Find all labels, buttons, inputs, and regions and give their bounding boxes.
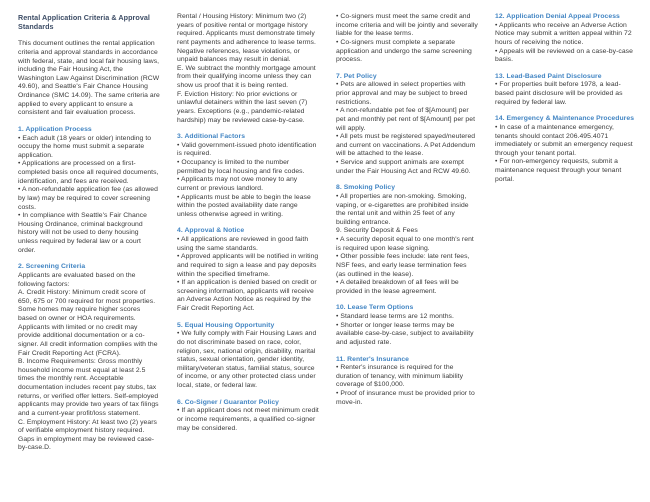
paragraph: • A security deposit equal to one month's rent is required upon lease signing. bbox=[336, 236, 474, 252]
paragraph: • Co-signers must complete a separate application and undergo the same screening process. bbox=[336, 38, 472, 64]
paragraph: C. Employment History: At least two (2) years of verifiable employment history required. Gaps in employment may be reviewed case-by-case.D. bbox=[18, 418, 157, 452]
paragraph: • Applications are processed on a first-completed basis once all required documents, identification, and fees are received. bbox=[18, 160, 159, 185]
document-column-4 bbox=[495, 13, 637, 184]
document-columns bbox=[18, 13, 637, 453]
paragraph: • If an application is denied based on credit or screening information, applicants will receive an Adverse Action Notice as required by the Fair Credit Reporting Act. bbox=[177, 279, 317, 312]
paragraph: • Proof of insurance must be provided prior to move-in. bbox=[336, 390, 475, 406]
section-heading: 11. Renter's Insurance bbox=[336, 355, 409, 363]
paragraph: • Valid government-issued photo identification is required. bbox=[177, 141, 317, 158]
section-heading: 1. Application Process bbox=[18, 125, 92, 133]
paragraph: B. Income Requirements: Gross monthly household income must equal at least 2.5 times the monthly rent. Acceptable documentation includes recent pay stubs, tax returns, or verified offer letters. Self-employed applicants may provide two years of tax filings and a current-year profit/loss statement. bbox=[18, 358, 159, 417]
paragraph: • Each adult (18 years or older) intending to occupy the home must submit a separate application. bbox=[18, 134, 152, 159]
paragraph: Rental / Housing History: Minimum two (2) years of positive rental or mortgage history required. Applicants must demonstrate timely rent payments and adherence to lease terms. Negative references, lease violations, or unpaid balances may result in denial. bbox=[177, 13, 316, 64]
paragraph: • Applicants must be able to begin the lease within the posted availability date range unless otherwise agreed in writing. bbox=[177, 193, 311, 218]
section-heading: 12. Application Denial Appeal Process bbox=[495, 13, 620, 20]
paragraph: • Applicants may not owe money to any current or previous landlord. bbox=[177, 176, 298, 192]
section-heading: 5. Equal Housing Opportunity bbox=[177, 321, 275, 329]
paragraph: • In compliance with Seattle's Fair Chance Housing Ordinance, criminal background history will not be used to deny housing unless required by federal law or a court order. bbox=[18, 212, 147, 254]
paragraph: • All properties are non-smoking. Smoking, vaping, or e-cigarettes are prohibited inside the rental unit and within 25 feet of any building entrance. bbox=[336, 192, 469, 226]
section-heading: 4. Approval & Notice bbox=[177, 227, 245, 235]
paragraph: • We fully comply with Fair Housing Laws and do not discriminate based on race, color, religion, sex, national origin, disability, marital status, sexual orientation, gender identity, military/veteran status, familial status, source of income, or any other protected class under local, state, or federal law. bbox=[177, 330, 317, 389]
paragraph: Applicants are evaluated based on the following factors: bbox=[18, 271, 136, 288]
paragraph: • A non-refundable application fee (as allowed by law) may be required to cover screening costs. bbox=[18, 186, 158, 211]
paragraph: • For properties built before 1978, a lead-based paint disclosure will be provided as required by federal law. bbox=[495, 81, 623, 106]
section-heading: 8. Smoking Policy bbox=[336, 184, 396, 192]
section-heading: 10. Lease Term Options bbox=[336, 304, 414, 312]
paragraph: • All pets must be registered spayed/neutered and current on vaccinations. A Pet Addendum will be attached to the lease. bbox=[336, 133, 476, 158]
paragraph: • Service and support animals are exempt under the Fair Housing Act and RCW 49.60. bbox=[336, 159, 471, 175]
paragraph: • All applications are reviewed in good faith using the same standards. bbox=[177, 236, 309, 252]
paragraph: • For non-emergency requests, submit a maintenance request through your tenant portal. bbox=[495, 158, 622, 183]
paragraph: F. Eviction History: No prior evictions or unlawful detainers within the last seven (7) years. Exceptions (e.g., pandemic-related hardship) may be reviewed case-by-case. bbox=[177, 90, 308, 124]
paragraph: • Appeals will be reviewed on a case-by-case basis. bbox=[495, 47, 633, 64]
section-heading: 2. Screening Criteria bbox=[18, 263, 86, 271]
section-heading: 7. Pet Policy bbox=[336, 72, 377, 80]
paragraph: • Shorter or longer lease terms may be available case-by-case, subject to availability and adjusted rate. bbox=[336, 321, 474, 346]
paragraph: • Occupancy is limited to the number permitted by local housing and fire codes. bbox=[177, 159, 305, 175]
section-heading: 3. Additional Factors bbox=[177, 133, 246, 141]
paragraph: • Approved applicants will be notified in writing and required to sign a lease and pay deposits within the specified timeframe. bbox=[177, 253, 319, 278]
document-column-1 bbox=[18, 13, 160, 453]
document-column-2 bbox=[177, 13, 319, 433]
paragraph: • In case of a maintenance emergency, tenants should contact 206.495.4071 immediately or submit an emergency request through your tenant portal. bbox=[495, 123, 633, 157]
paragraph: • Pets are allowed in select properties with prior approval and may be subject to breed restrictions. bbox=[336, 81, 468, 106]
document-column-3 bbox=[336, 13, 478, 407]
paragraph: • Applicants who receive an Adverse Action Notice may submit a written appeal within 72 hours of receiving the notice. bbox=[495, 21, 632, 46]
section-heading: 13. Lead-Based Paint Disclosure bbox=[495, 72, 602, 80]
section-heading: 6. Co-Signer / Guarantor Policy bbox=[177, 398, 280, 406]
paragraph: E. We subtract the monthly mortgage amount from their qualifying income unless they can show us proof that it is being rented. bbox=[177, 64, 316, 89]
section-heading: 14. Emergency & Maintenance Procedures bbox=[495, 115, 635, 123]
paragraph: • If an applicant does not meet minimum credit or income requirements, a qualified co-signer may be considered. bbox=[177, 407, 319, 432]
paragraph: This document outlines the rental application criteria and approval standards in accordance with federal, state, and local fair housing laws, including the Fair Housing Act, the Washington Law Against Discrimination (RCW 49.60), and Seattle's Fair Chance Housing Ordinance (SMC 14.09). The same criteria are applied to every applicant to ensure a consistent and fair evaluation process. bbox=[18, 40, 160, 117]
paragraph: • Renter's insurance is required for the duration of tenancy, with minimum liability coverage of $100,000. bbox=[336, 364, 464, 389]
paragraph: 9. Security Deposit & Fees bbox=[336, 227, 418, 235]
document-title: Rental Application Criteria & Approval Standards bbox=[18, 13, 150, 32]
paragraph: • Co-signers must meet the same credit and income criteria and will be jointly and severally liable for the lease terms. bbox=[336, 13, 478, 38]
paragraph: • A detailed breakdown of all fees will be provided in the lease agreement. bbox=[336, 279, 459, 295]
paragraph: A. Credit History: Minimum credit score of 650, 675 or 700 required for most properties. Some homes may require higher scores based on owner or HOA requirements. Applicants with limited or no credit may provide additional documentation or a co-signer. All credit information complies with the Fair Credit Reporting Act (FCRA). bbox=[18, 289, 158, 357]
paragraph: • Standard lease terms are 12 months. bbox=[336, 313, 454, 320]
paragraph: • A non-refundable pet fee of $[Amount] per pet and monthly pet rent of $[Amount] per pet will apply. bbox=[336, 107, 476, 132]
paragraph: • Other possible fees include: late rent fees, NSF fees, and early lease termination fees (as outlined in the lease). bbox=[336, 253, 470, 278]
